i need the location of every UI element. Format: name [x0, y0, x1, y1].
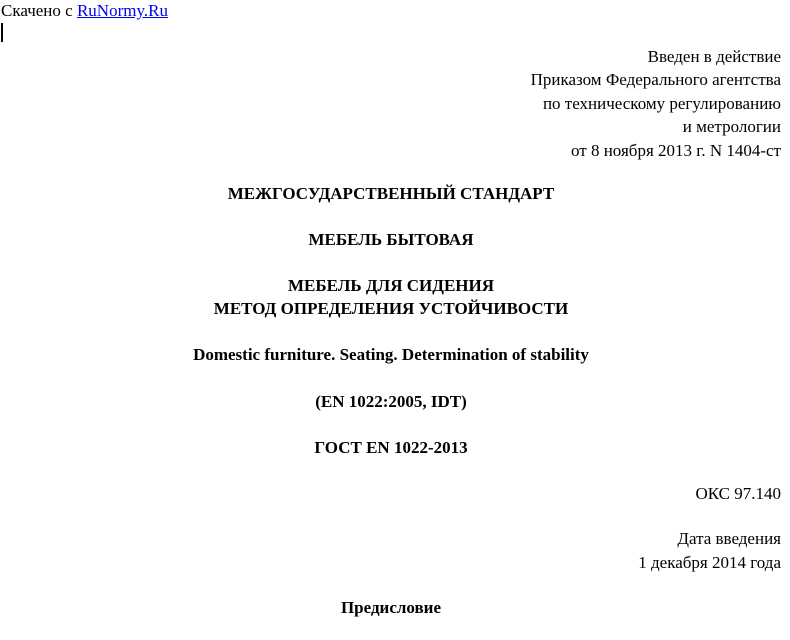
- document-title-line-2: МЕТОД ОПРЕДЕЛЕНИЯ УСТОЙЧИВОСТИ: [213, 299, 569, 318]
- document-title-line-1: МЕБЕЛЬ ДЛЯ СИДЕНИЯ: [287, 276, 495, 295]
- introduction-date-block: [638, 527, 781, 575]
- english-title: Domestic furniture. Seating. Determination of stability: [193, 345, 589, 364]
- source-line: [1, 1, 168, 21]
- foreword-heading: Предисловие: [340, 598, 442, 617]
- equivalence-note: (EN 1022:2005, IDT): [315, 392, 467, 411]
- introduction-date-value: 1 декабря 2014 года: [638, 553, 781, 572]
- category-heading: МЕБЕЛЬ БЫТОВАЯ: [308, 230, 474, 249]
- text-cursor: [1, 23, 3, 42]
- enactment-line-3: по техническому регулированию: [542, 93, 781, 113]
- standard-type-heading: МЕЖГОСУДАРСТВЕННЫЙ СТАНДАРТ: [227, 184, 555, 203]
- enactment-line-4: и метрологии: [682, 117, 781, 137]
- source-prefix: Скачено с: [1, 1, 77, 20]
- standard-designation: ГОСТ EN 1022-2013: [314, 438, 468, 457]
- oks-code: ОКС 97.140: [695, 484, 781, 503]
- enactment-line-1: Введен в действие: [647, 47, 781, 66]
- introduction-date-label: Дата введения: [677, 529, 781, 548]
- enactment-line-2: Приказом Федерального агентства: [530, 70, 781, 90]
- enactment-block: [531, 45, 781, 162]
- enactment-line-5: от 8 ноября 2013 г. N 1404-ст: [571, 140, 781, 160]
- document-title: [0, 274, 782, 320]
- source-link[interactable]: RuNormy.Ru: [76, 1, 168, 20]
